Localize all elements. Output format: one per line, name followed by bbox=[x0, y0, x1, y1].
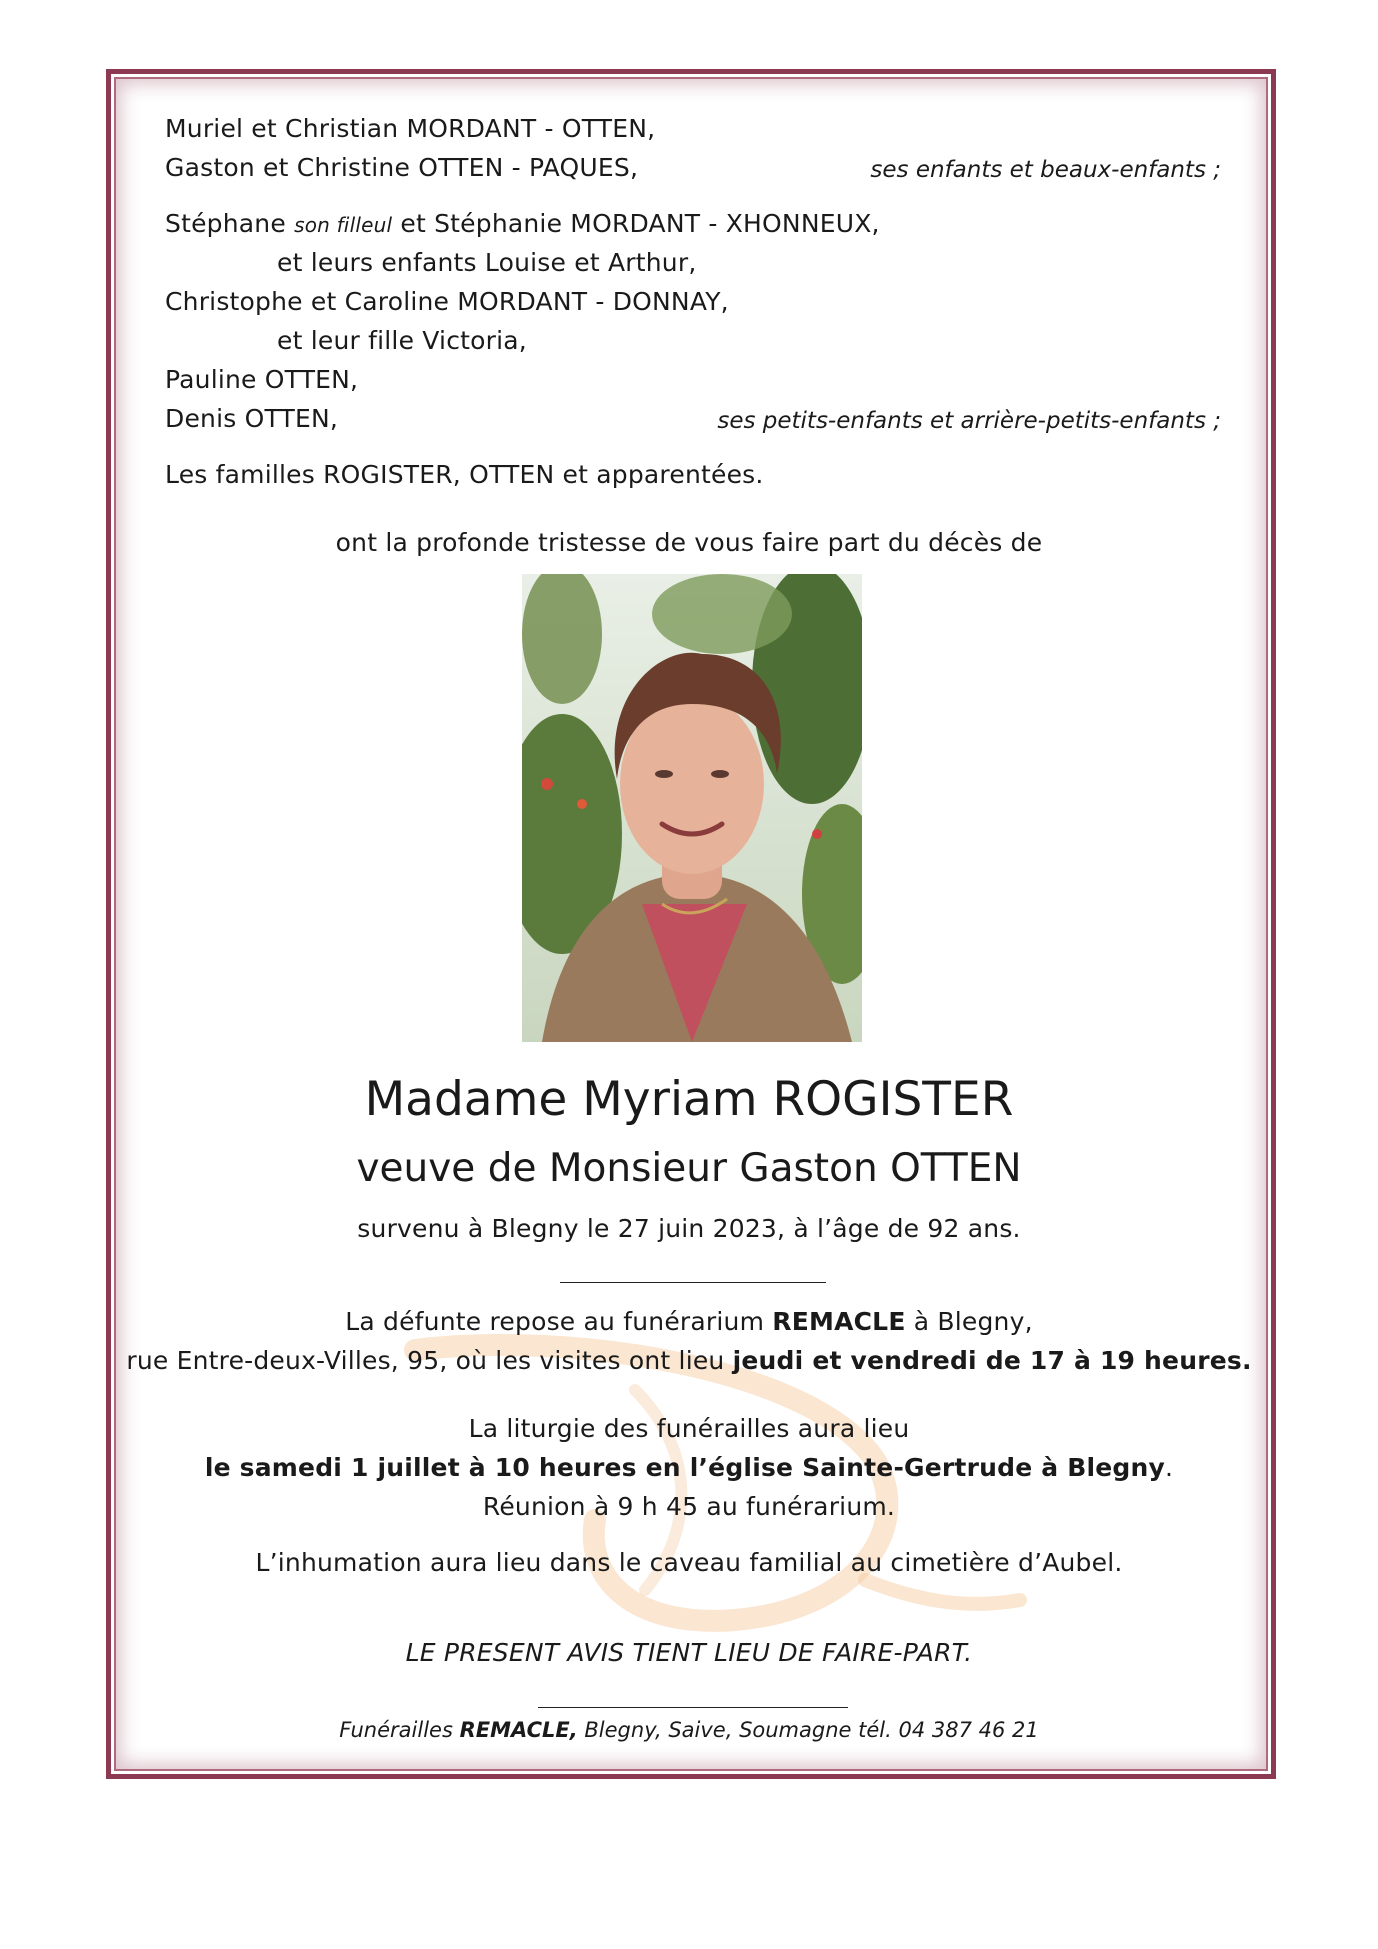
family-line-7: Pauline OTTEN, bbox=[165, 365, 359, 394]
burial-line: L’inhumation aura lieu dans le caveau familial au cimetière d’Aubel. bbox=[255, 1548, 1123, 1577]
rest-text-c: à Blegny, bbox=[905, 1307, 1033, 1336]
announcement: ont la profonde tristesse de vous faire part du décès de bbox=[335, 528, 1043, 557]
rest-funeral-home: REMACLE bbox=[772, 1307, 906, 1336]
grandchildren-label: ses petits-enfants et arrière-petits-enfants ; bbox=[717, 408, 1221, 434]
family-line-1: Muriel et Christian MORDANT - OTTEN, bbox=[165, 114, 656, 143]
deceased-name: Madame Myriam ROGISTER bbox=[364, 1072, 1014, 1127]
visit-text-a: rue Entre-deux-Villes, 95, où les visites ont lieu bbox=[126, 1346, 733, 1375]
liturgy-when-line bbox=[0, 1453, 1378, 1482]
portrait-photo bbox=[522, 574, 862, 1042]
visit-line bbox=[0, 1346, 1378, 1375]
family-line-3 bbox=[165, 209, 880, 238]
godson-note: son filleul bbox=[294, 213, 393, 237]
family-line-8: Denis OTTEN, bbox=[165, 404, 339, 433]
liturgy-line: La liturgie des funérailles aura lieu bbox=[468, 1414, 910, 1443]
footer-separator bbox=[538, 1707, 848, 1708]
liturgy-when: le samedi 1 juillet à 10 heures en l’église Sainte-Gertrude à Blegny bbox=[204, 1453, 1166, 1482]
widow-of: veuve de Monsieur Gaston OTTEN bbox=[356, 1146, 1022, 1191]
meeting-line: Réunion à 9 h 45 au funérarium. bbox=[482, 1492, 896, 1521]
footer-funeral-home: REMACLE, bbox=[459, 1718, 578, 1742]
liturgy-dot: . bbox=[1165, 1453, 1174, 1482]
family-line-4: et leurs enfants Louise et Arthur, bbox=[277, 248, 697, 277]
family-line-6: et leur fille Victoria, bbox=[277, 326, 527, 355]
notice-line: LE PRESENT AVIS TIENT LIEU DE FAIRE-PART. bbox=[405, 1638, 973, 1667]
footer-line bbox=[0, 1718, 1378, 1742]
family-line-3-rest: et Stéphanie MORDANT - XHONNEUX, bbox=[400, 209, 880, 238]
footer-text-c: Blegny, Saive, Soumagne tél. 04 387 46 21 bbox=[577, 1718, 1039, 1742]
rest-line bbox=[0, 1307, 1378, 1336]
family-line-2: Gaston et Christine OTTEN - PAQUES, bbox=[165, 153, 639, 182]
footer-text-a: Funérailles bbox=[339, 1718, 460, 1742]
death-details: survenu à Blegny le 27 juin 2023, à l’âge de 92 ans. bbox=[357, 1214, 1021, 1243]
visit-times: jeudi et vendredi de 17 à 19 heures. bbox=[732, 1346, 1252, 1375]
children-label: ses enfants et beaux-enfants ; bbox=[870, 157, 1221, 183]
funeral-home-watermark-logo bbox=[395, 1330, 1035, 1650]
family-line-5: Christophe et Caroline MORDANT - DONNAY, bbox=[165, 287, 729, 316]
family-line-3-name: Stéphane bbox=[165, 209, 286, 238]
rest-text-a: La défunte repose au funérarium bbox=[345, 1307, 773, 1336]
separator-line bbox=[560, 1282, 826, 1283]
family-line-9: Les familles ROGISTER, OTTEN et apparentées. bbox=[165, 460, 764, 489]
